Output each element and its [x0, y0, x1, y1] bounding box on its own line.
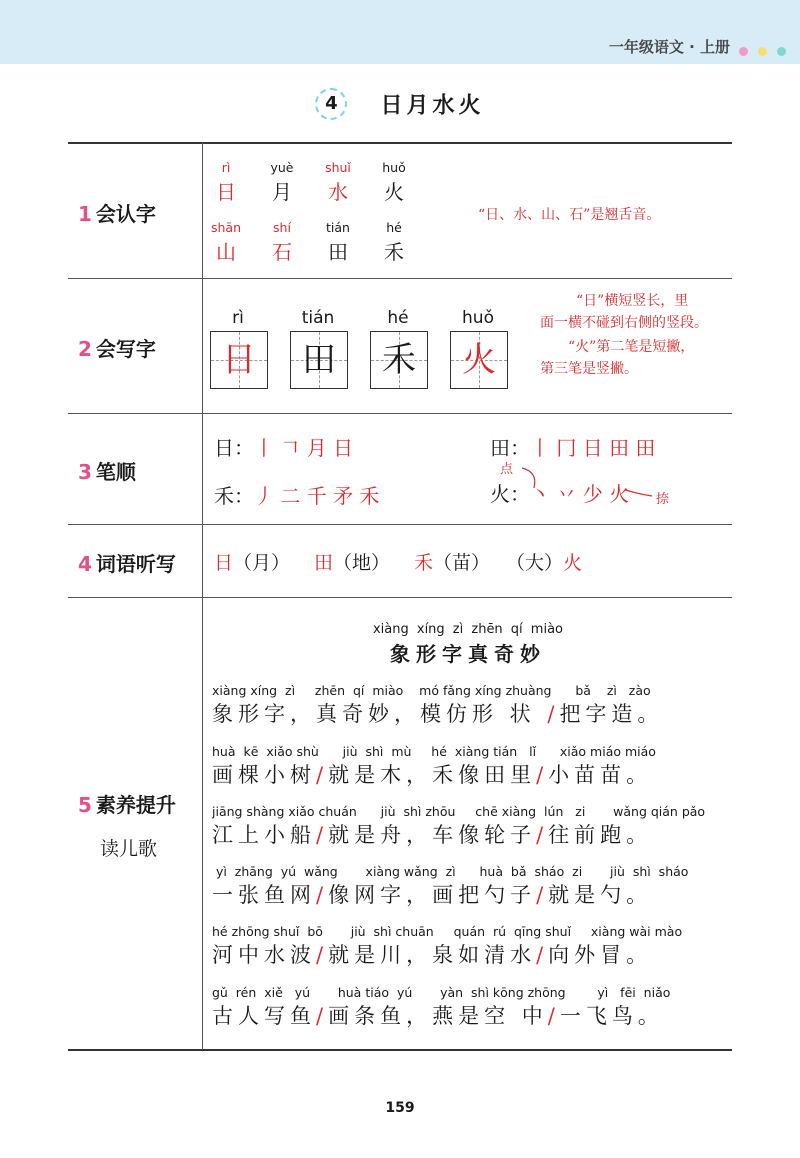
- lesson-number: 4: [315, 88, 347, 120]
- write-note-line: 面一横不碰到右侧的竖段。: [540, 315, 708, 331]
- pinyin: rì: [221, 160, 231, 175]
- dictation-word: [506, 548, 582, 575]
- stroke-char: 火：: [490, 482, 530, 506]
- row-label-text: 素养提升: [95, 793, 176, 817]
- stroke-char: 禾：: [214, 484, 254, 508]
- recognize-char: 石: [272, 240, 292, 264]
- read-poem-label: 读儿歌: [100, 838, 158, 860]
- yellow-dot-icon: [758, 47, 767, 56]
- poem-segment: 古人写鱼: [212, 1004, 316, 1028]
- stroke-order-ri: [214, 432, 353, 461]
- poem-pinyin-line: jiāng shàng xiǎo chuán jiù shì zhōu chē xiàng lún zi wǎng qián pǎo: [212, 804, 706, 819]
- header-dots: [729, 41, 786, 60]
- pinyin: huǒ: [462, 308, 494, 328]
- tianzige-box: [450, 331, 508, 389]
- poem-text-line: [212, 819, 652, 849]
- pinyin: hé: [386, 220, 402, 235]
- pinyin: hé: [387, 308, 409, 328]
- pause-slash: /: [316, 943, 329, 967]
- row-divider: [68, 413, 732, 414]
- write-note-line: “日”横短竖长，里: [576, 293, 689, 309]
- stroke-sequence: 丨 𠃍 月 日: [254, 436, 354, 460]
- poem-segment: 就是川，泉如清水: [328, 943, 537, 967]
- pinyin: yuè: [270, 160, 294, 175]
- pause-slash: /: [316, 823, 329, 847]
- dictation-word: [214, 548, 290, 575]
- write-note-line: 第三笔是竖撇。: [540, 361, 638, 377]
- pinyin: shí: [273, 220, 291, 235]
- press-stroke-label: 捺: [656, 492, 670, 507]
- poem-pinyin-line: huà kē xiǎo shù jiù shì mù hé xiàng tián lǐ xiǎo miáo miáo: [212, 744, 656, 759]
- poem-pinyin-line: xiàng xíng zì zhēn qí miào mó fǎng xíng zhuàng bǎ zì zào: [212, 683, 651, 698]
- poem-title-pinyin: xiàng xíng zì zhēn qí miào: [372, 622, 563, 637]
- table-bottom-border: [68, 1049, 732, 1051]
- row-number: 5: [78, 793, 92, 817]
- pause-slash: /: [536, 943, 549, 967]
- row-label-strokes: [78, 456, 198, 485]
- dictation-given: （月）: [233, 552, 291, 574]
- dictation-answer: 日: [214, 552, 234, 574]
- write-note-line: “火”第二笔是短撇，: [568, 339, 695, 355]
- row-label-write: [78, 333, 198, 362]
- poem-title: 象形字真奇妙: [390, 642, 546, 666]
- recognize-char: 田: [328, 240, 348, 264]
- poem-segment: 一飞鸟。: [559, 1004, 664, 1028]
- row-number: 2: [78, 337, 92, 361]
- row-number: 4: [78, 552, 92, 576]
- page-number: 159: [385, 1100, 415, 1116]
- row-label-literacy: [78, 789, 198, 818]
- recognize-char: 山: [216, 240, 236, 264]
- poem-segment: 象形字，真奇妙，模仿形 状: [212, 702, 548, 726]
- recognize-char: 火: [384, 180, 404, 204]
- row-label-dictation: [78, 548, 198, 577]
- dot-stroke-label: 点: [500, 462, 514, 477]
- book-title: 一年级语文 · 上册: [608, 38, 730, 56]
- pause-slash: /: [536, 883, 549, 907]
- dictation-answer: 火: [563, 552, 583, 574]
- pinyin: huǒ: [382, 160, 406, 175]
- stroke-sequence: 丶 丷 少 火: [530, 482, 630, 506]
- row-label-text: 会写字: [95, 337, 156, 361]
- recognize-char: 禾: [384, 240, 404, 264]
- recognize-note: “日、水、山、石”是翘舌音。: [478, 207, 661, 223]
- pause-slash: /: [536, 823, 549, 847]
- poem-segment: 画棵小树: [212, 763, 316, 787]
- row-divider: [68, 597, 732, 598]
- poem-segment: 像网字，画把勺子: [328, 883, 537, 907]
- teal-dot-icon: [777, 47, 786, 56]
- stroke-sequence: 丨 冂 日 田 田: [530, 436, 656, 460]
- column-divider: [202, 142, 203, 1050]
- write-char: 火: [462, 340, 496, 380]
- tianzige-box: [290, 331, 348, 389]
- stroke-char: 田：: [490, 436, 530, 460]
- stroke-arrows: [510, 462, 670, 502]
- recognize-char: 水: [328, 180, 348, 204]
- pinyin: tián: [301, 308, 335, 328]
- row-label-text: 笔顺: [95, 460, 136, 484]
- dictation-given: （地）: [333, 552, 391, 574]
- lesson-heading: [0, 88, 800, 120]
- stroke-order-tian: [490, 432, 655, 461]
- poem-text-line: [212, 1000, 664, 1030]
- pause-slash: /: [547, 702, 560, 726]
- write-char: 禾: [382, 340, 416, 380]
- poem-segment: 江上小船: [212, 823, 316, 847]
- stroke-sequence: 丿 二 千 矛 禾: [254, 484, 380, 508]
- poem-pinyin-line: gǔ rén xiě yú huà tiáo yú yàn shì kōng zhōng yì fēi niǎo: [212, 985, 671, 1000]
- pink-dot-icon: [739, 47, 748, 56]
- poem-text-line: [212, 698, 663, 728]
- arrow-icon: [626, 490, 652, 496]
- poem-segment: 一张鱼网: [212, 883, 316, 907]
- row-number: 1: [78, 202, 92, 226]
- recognize-char: 月: [272, 180, 292, 204]
- recognize-char: 日: [216, 180, 236, 204]
- table-top-border: [68, 142, 732, 144]
- poem-segment: 就是舟，车像轮子: [328, 823, 537, 847]
- row-label-recognize: [78, 198, 198, 227]
- dictation-answer: 禾: [414, 552, 434, 574]
- tianzige-box: [370, 331, 428, 389]
- row-label-text: 会认字: [95, 202, 156, 226]
- row-divider: [68, 278, 732, 279]
- poem-pinyin-line: yì zhāng yú wǎng xiàng wǎng zì huà bǎ sháo zi jiù shì sháo: [212, 864, 689, 879]
- stroke-order-he: [214, 480, 379, 509]
- pause-slash: /: [316, 1004, 329, 1028]
- dictation-given: （大）: [506, 552, 564, 574]
- poem-text-line: [212, 939, 652, 969]
- poem-segment: 就是木，禾像田里: [328, 763, 537, 787]
- poem-segment: 就是勺。: [548, 883, 653, 907]
- pinyin: shān: [210, 220, 242, 235]
- row-divider: [68, 524, 732, 525]
- row-label-text: 词语听写: [95, 552, 176, 576]
- stroke-char: 日：: [214, 436, 254, 460]
- poem-segment: 把字造。: [559, 702, 664, 726]
- poem-segment: 向外冒。: [548, 943, 653, 967]
- dictation-word: [414, 548, 490, 575]
- pause-slash: /: [316, 763, 329, 787]
- pause-slash: /: [316, 883, 329, 907]
- write-char: 日: [222, 340, 256, 380]
- poem-segment: 河中水波: [212, 943, 316, 967]
- pause-slash: /: [536, 763, 549, 787]
- poem-text-line: [212, 879, 652, 909]
- pinyin: shuǐ: [325, 160, 351, 175]
- arrow-icon: [522, 468, 535, 488]
- pinyin: rì: [232, 308, 244, 328]
- write-char: 田: [302, 340, 336, 380]
- lesson-title: 日月水火: [380, 93, 485, 119]
- poem-pinyin-line: hé zhōng shuǐ bō jiù shì chuān quán rú qīng shuǐ xiàng wài mào: [212, 924, 683, 939]
- tianzige-box: [210, 331, 268, 389]
- row-number: 3: [78, 460, 92, 484]
- poem-segment: 往前跑。: [548, 823, 653, 847]
- poem-text-line: [212, 759, 652, 789]
- pinyin: tián: [326, 220, 350, 235]
- pause-slash: /: [547, 1004, 560, 1028]
- dictation-answer: 田: [314, 552, 334, 574]
- dictation-word: [314, 548, 390, 575]
- poem-segment: 小苗苗。: [548, 763, 653, 787]
- poem-segment: 画条鱼，燕是空 中: [328, 1004, 548, 1028]
- dictation-given: （苗）: [433, 552, 491, 574]
